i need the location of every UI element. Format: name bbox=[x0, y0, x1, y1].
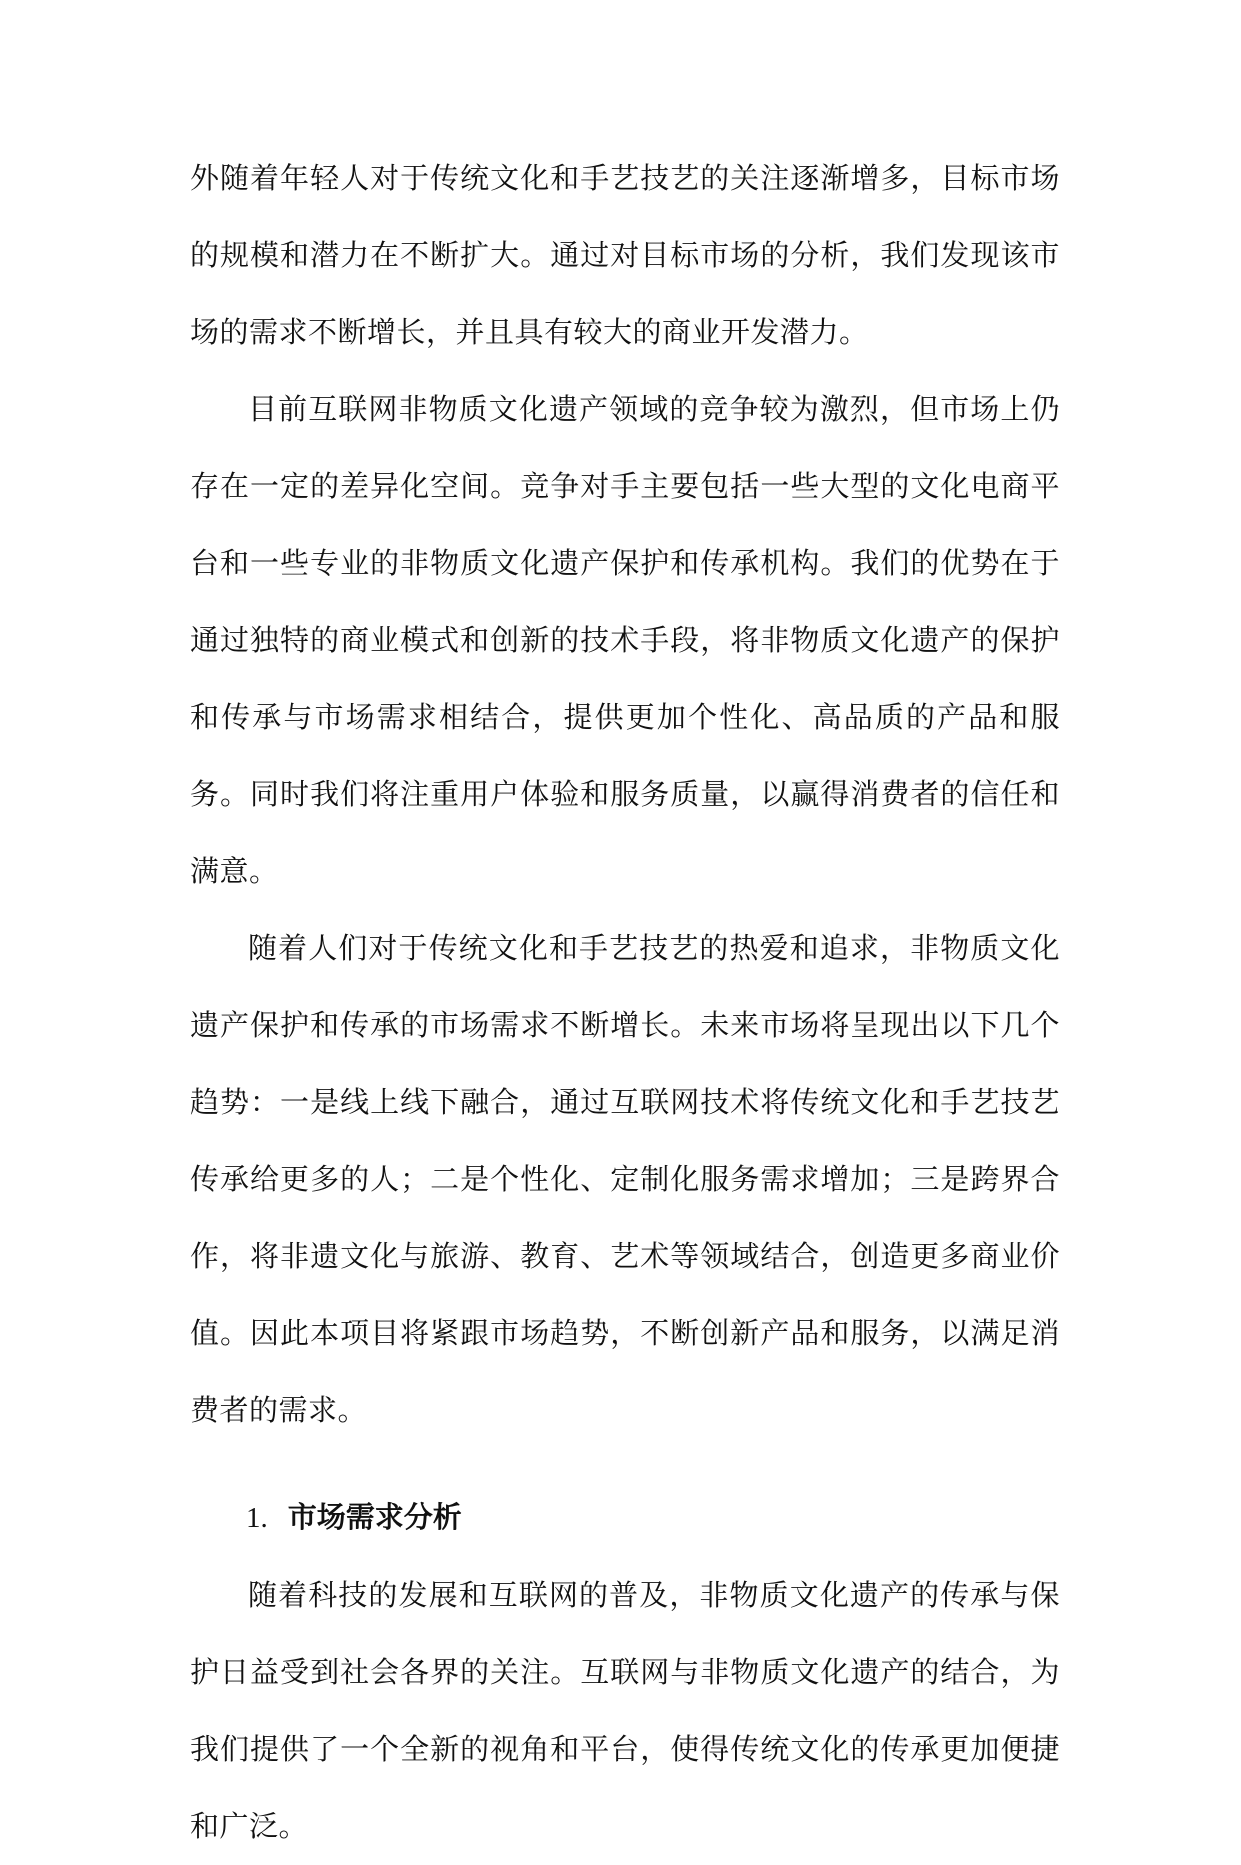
paragraph-continuation: 外随着年轻人对于传统文化和手艺技艺的关注逐渐增多，目标市场的规模和潜力在不断扩大。通过对目标市场的分析，我们发现该市场的需求不断增长，并且具有较大的商业开发潜力。 bbox=[190, 161, 1060, 349]
paragraph-trends: 随着人们对于传统文化和手艺技艺的热爱和追求，非物质文化遗产保护和传承的市场需求不断增长。未来市场将呈现出以下几个趋势：一是线上线下融合，通过互联网技术将传统文化和手艺技艺传承给更多的人；二是个性化、定制化服务需求增加；三是跨界合作，将非遗文化与旅游、教育、艺术等领域结合，创造更多商业价值。因此本项目将紧跟市场趋势，不断创新产品和服务，以满足消费者的需求。 bbox=[190, 931, 1060, 1427]
section-title: 市场需求分析 bbox=[287, 1500, 462, 1534]
paragraph-competition: 目前互联网非物质文化遗产领域的竞争较为激烈，但市场上仍存在一定的差异化空间。竞争对手主要包括一些大型的文化电商平台和一些专业的非物质文化遗产保护和传承机构。我们的优势在于通过独特的商业模式和创新的技术手段，将非物质文化遗产的保护和传承与市场需求相结合，提供更加个性化、高品质的产品和服务。同时我们将注重用户体验和服务质量，以赢得消费者的信任和满意。 bbox=[190, 392, 1060, 888]
section-heading bbox=[190, 1449, 1060, 1557]
paragraph-market-demand: 随着科技的发展和互联网的普及，非物质文化遗产的传承与保护日益受到社会各界的关注。互联网与非物质文化遗产的结合，为我们提供了一个全新的视角和平台，使得传统文化的传承更加便捷和广泛。 bbox=[190, 1578, 1060, 1843]
section-number: 1. bbox=[246, 1502, 268, 1534]
document-body bbox=[190, 140, 1060, 1865]
